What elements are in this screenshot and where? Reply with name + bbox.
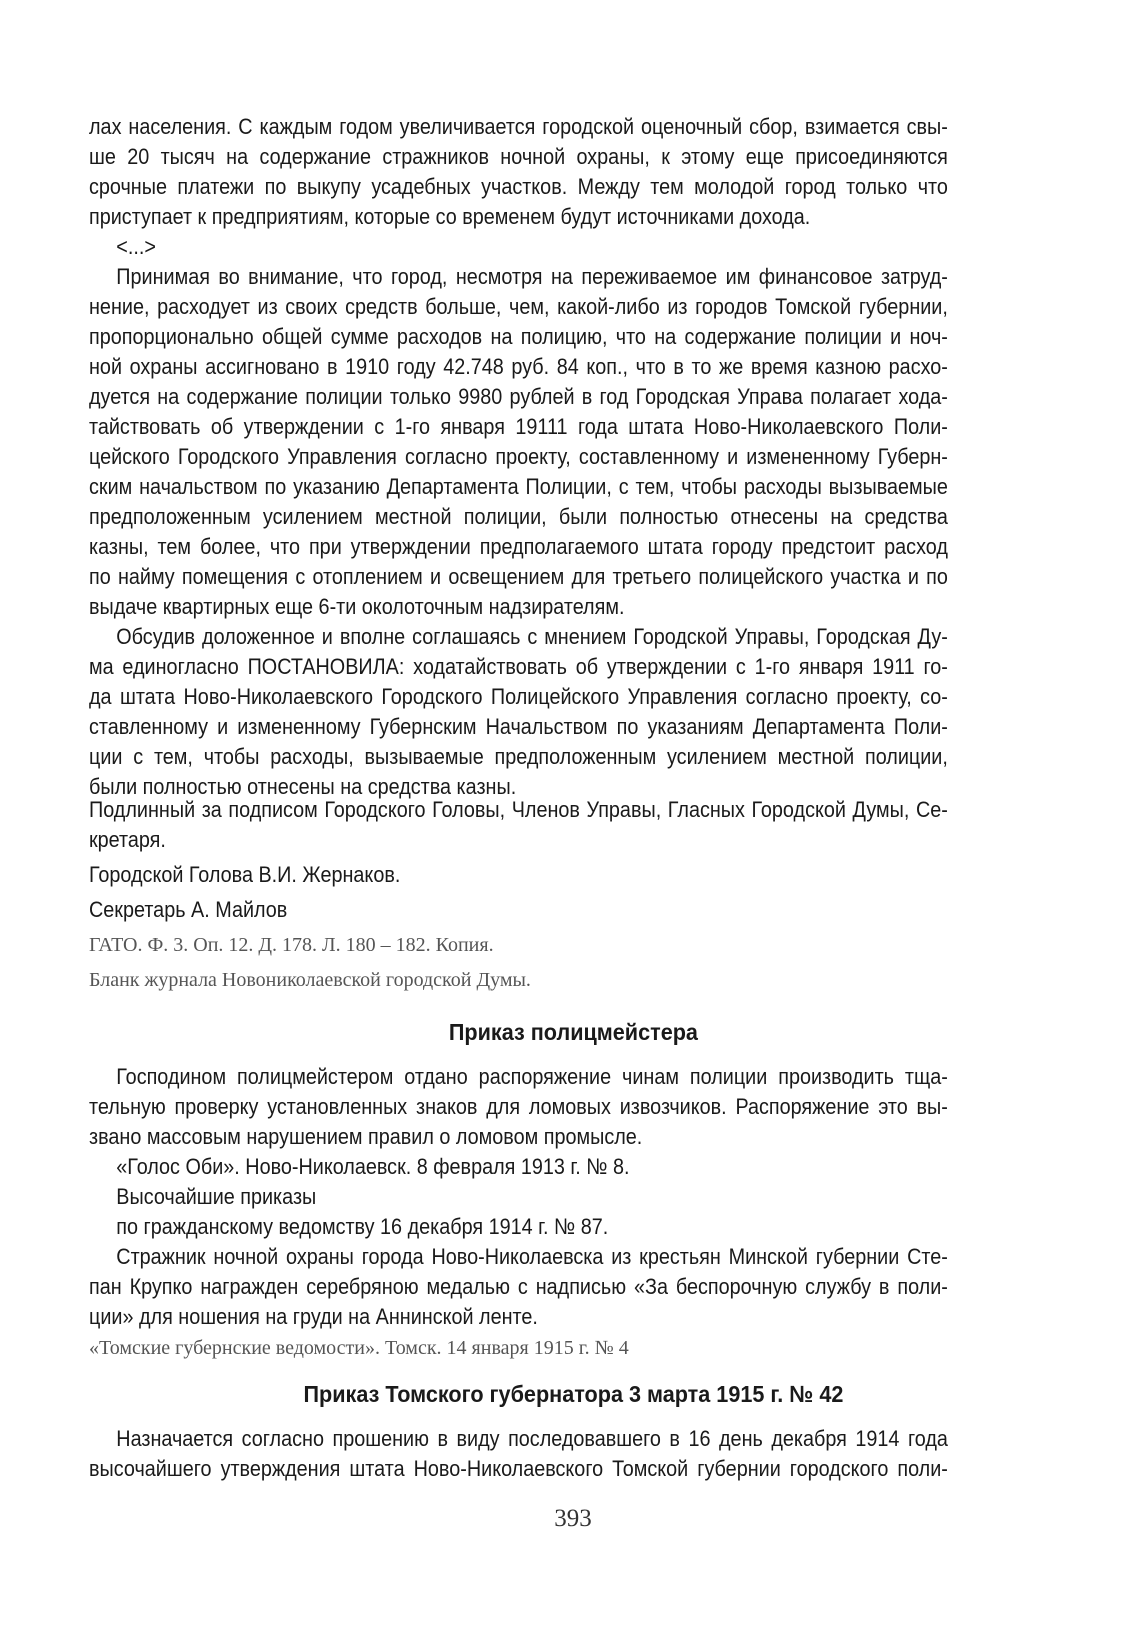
source-line: «Томские губернские ведомости». Томск. 14 января 1915 г. № 4 [89, 1337, 629, 1359]
heading-text: Приказ полицмейстера [448, 1019, 698, 1045]
text-line: ским начальством по указанию Департамента Полиции, с тем, чтобы расходы вызываемые [89, 474, 948, 499]
text-line: Принимая во внимание, что город, несмотря на переживаемое им финансовое затруд- [116, 264, 948, 289]
text-line: звано массовым нарушением правил о ломовом промысле. [89, 1124, 643, 1149]
text-line: казны, тем более, что при утверждении предполагаемого штата городу предстоит расход [89, 534, 948, 559]
text-line: тельную проверку установленных знаков для ломовых извозчиков. Распоряжение это вы- [89, 1094, 948, 1119]
source-line: ГАТО. Ф. 3. Оп. 12. Д. 178. Л. 180 – 182. Копия. [89, 934, 494, 956]
text-line: ции с тем, чтобы расходы, вызываемые предположенным усилением местной полиции, [89, 744, 948, 769]
paragraph-resolution [89, 622, 1069, 802]
text-line: пропорционально общей сумме расходов на полицию, что на содержание полиции и ноч- [89, 324, 948, 349]
citation-line: «Голос Оби». Ново-Николаевск. 8 февраля 1913 г. № 8. [116, 1154, 630, 1179]
heading-text: Приказ Томского губернатора 3 марта 1915 г. № 42 [303, 1381, 843, 1407]
text-line: да штата Ново-Николаевского Городского Полицейского Управления согласно проекту, со- [89, 684, 948, 709]
text-line: ной охраны ассигновано в 1910 году 42.748 руб. 84 коп., что в то же время казною расхо- [89, 354, 948, 379]
orders-subtitle: по гражданскому ведомству 16 декабря 1914 г. № 87. [116, 1214, 609, 1239]
text-line: Обсудив доложенное и вполне соглашаясь с мнением Городской Управы, Городская Ду- [116, 624, 948, 649]
page-number: 393 [554, 1505, 592, 1532]
source-line: Бланк журнала Новониколаевской городской Думы. [89, 969, 531, 991]
text-line: нение, расходует из своих средств больше, чем, какой-либо из городов Томской губернии, [89, 294, 948, 319]
orders-title: Высочайшие приказы [116, 1184, 317, 1209]
text-line: срочные платежи по выкупу усадебных участков. Между тем молодой город только что [89, 174, 948, 199]
section-heading [0, 1379, 1146, 1409]
text-line: кретаря. [89, 827, 166, 852]
text-line: по найму помещения с отоплением и освещением для третьего полицейского участка и по [89, 564, 948, 589]
text-line: Подлинный за подписом Городского Головы, Членов Управы, Гласных Городской Думы, Се- [89, 797, 948, 822]
text-line: Господином полицмейстером отдано распоряжение чинам полиции производить тща- [116, 1064, 948, 1089]
mayor-signature [89, 860, 1069, 890]
paragraph-resolution-context [89, 262, 1069, 622]
text-line: тайствовать об утверждении с 1-го января 19111 года штата Ново-Николаевского Поли- [89, 414, 948, 439]
omission-mark: <...> [116, 234, 156, 259]
original-signatures-note [89, 795, 1069, 855]
text-line: пан Крупко награжден серебряною медалью с надписью «За беспорочную службу в поли- [89, 1274, 948, 1299]
text-line: Городской Голова В.И. Жернаков. [89, 862, 401, 887]
text-line: высочайшего утверждения штата Ново-Николаевского Томской губернии городского поли- [89, 1456, 948, 1481]
newspaper-source [89, 1333, 1069, 1363]
text-line: выдаче квартирных еще 6-ти околоточным надзирателям. [89, 594, 625, 619]
text-line: Секретарь А. Майлов [89, 897, 288, 922]
text-line: приступает к предприятиям, которые со временем будут источниками дохода. [89, 204, 811, 229]
paragraph-award [89, 1242, 1069, 1332]
text-line: лах населения. С каждым годом увеличивается городской оценочный сбор, взимается свы- [89, 114, 948, 139]
text-line: цейского Городского Управления согласно проекту, составленному и измененному Губерн- [89, 444, 948, 469]
text-line: предположенным усилением местной полиции, были полностью отнесены на средства [89, 504, 948, 529]
secretary-signature [89, 895, 1069, 925]
text-line: ма единогласно ПОСТАНОВИЛА: ходатайствовать об утверждении с 1-го января 1911 го- [89, 654, 948, 679]
text-line: Стражник ночной охраны города Ново-Николаевска из крестьян Минской губернии Сте- [116, 1244, 948, 1269]
text-line: дуется на содержание полиции только 9980 рублей в год Городская Управа полагает хода- [89, 384, 948, 409]
paragraph-continuation [89, 112, 1069, 262]
form-source [89, 965, 1069, 995]
archive-source [89, 930, 1069, 960]
paragraph-governor-order [89, 1424, 1069, 1484]
text-line: ции» для ношения на груди на Аннинской ленте. [89, 1304, 538, 1329]
paragraph-police-order [89, 1062, 1069, 1242]
text-line: ставленному и измененному Губернским Начальством по указаниям Департамента Поли- [89, 714, 948, 739]
section-heading [0, 1017, 1146, 1047]
text-line: Назначается согласно прошению в виду последовавшего в 16 день декабря 1914 года [116, 1426, 948, 1451]
text-line: ше 20 тысяч на содержание стражников ночной охраны, к этому еще присоединяются [89, 144, 948, 169]
text-line: были полностью отнесены на средства казны. [89, 774, 517, 799]
